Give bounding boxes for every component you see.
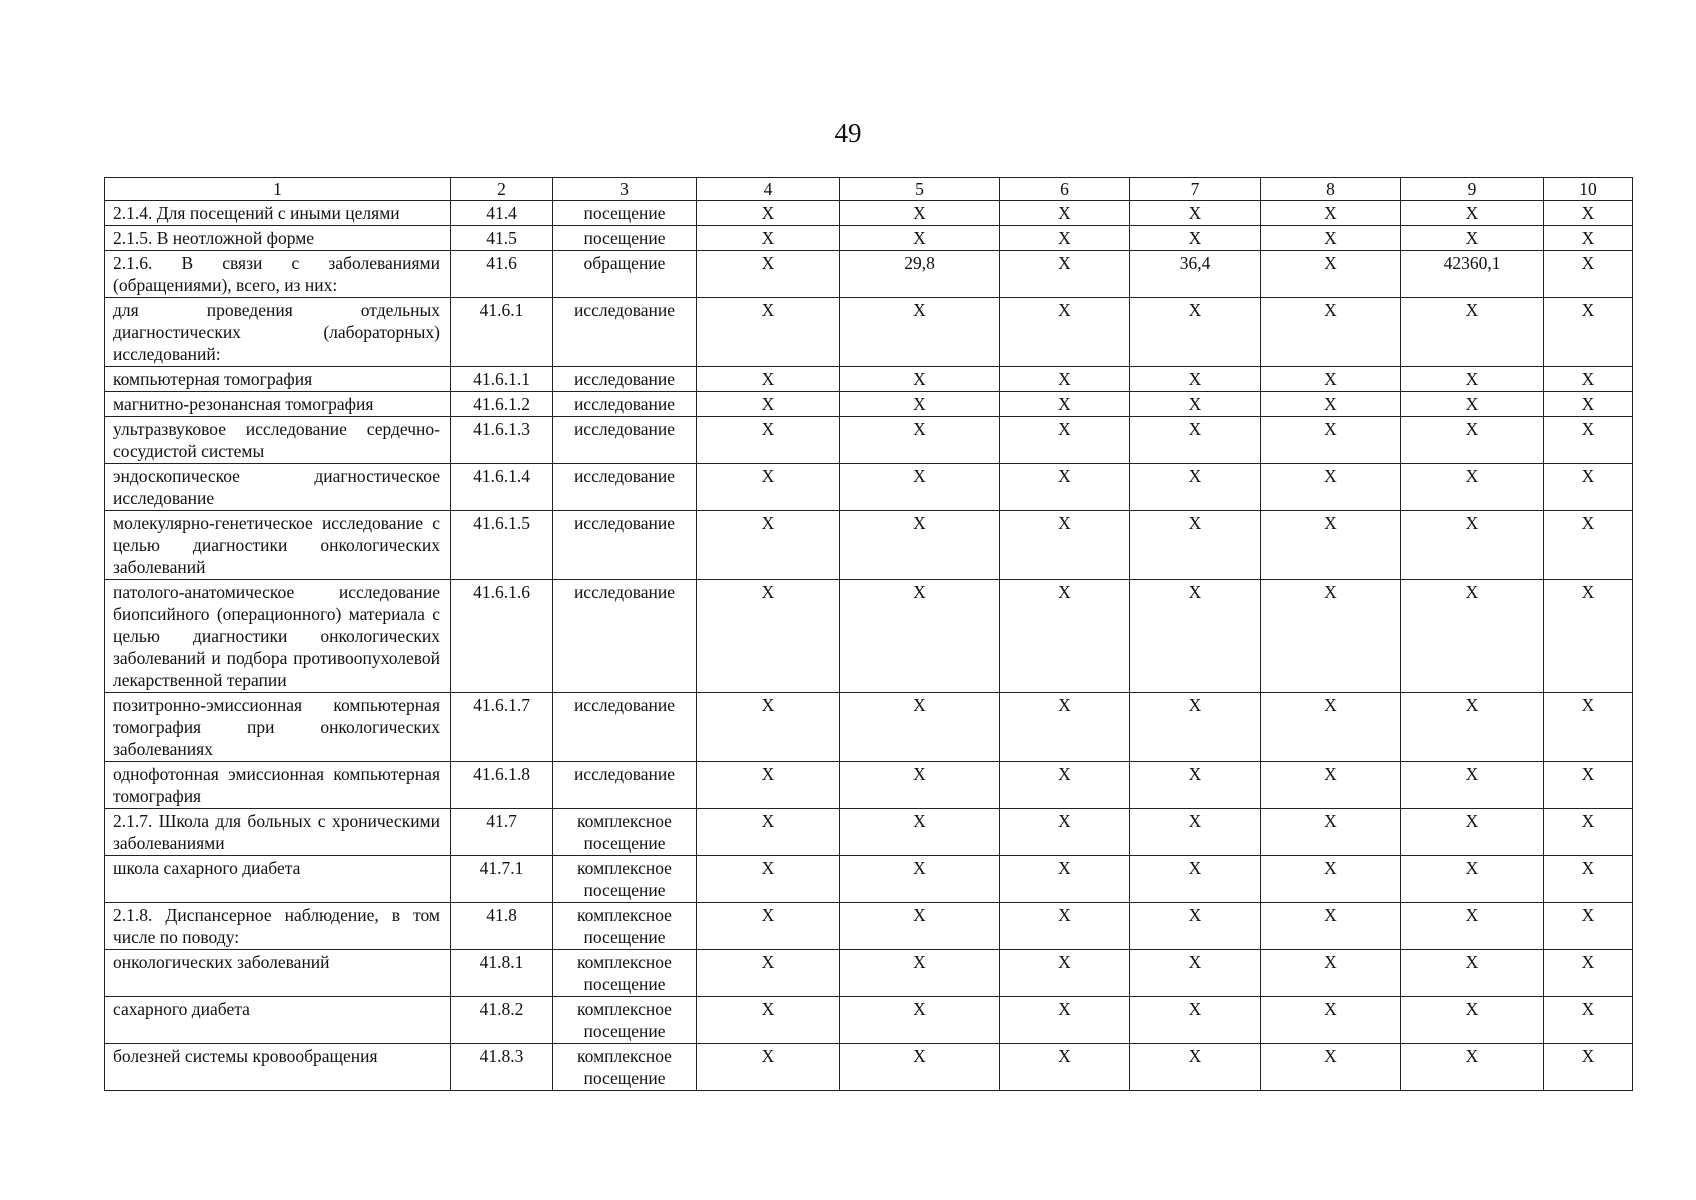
col6-cell: X [1000, 903, 1130, 950]
col7-cell: X [1130, 856, 1261, 903]
column-number: 3 [553, 178, 697, 201]
unit-cell: посещение [553, 201, 697, 226]
col10-cell: X [1544, 950, 1633, 997]
col4-cell: X [697, 298, 840, 367]
col5-cell: X [840, 511, 1000, 580]
col9-cell: X [1401, 511, 1544, 580]
col5-cell: X [840, 693, 1000, 762]
unit-cell: комплексное посещение [553, 809, 697, 856]
page-number: 49 [834, 118, 862, 148]
col9-cell: X [1401, 367, 1544, 392]
col8-cell: X [1261, 417, 1401, 464]
col6-cell: X [1000, 511, 1130, 580]
col5-cell: X [840, 392, 1000, 417]
col7-cell: X [1130, 762, 1261, 809]
col9-cell: X [1401, 580, 1544, 693]
unit-cell: исследование [553, 464, 697, 511]
column-number: 10 [1544, 178, 1633, 201]
row-code-cell: 41.8.3 [451, 1044, 553, 1091]
unit-cell: комплексное посещение [553, 856, 697, 903]
col5-cell: X [840, 856, 1000, 903]
col5-cell: X [840, 417, 1000, 464]
col10-cell: X [1544, 693, 1633, 762]
col4-cell: X [697, 997, 840, 1044]
row-code-cell: 41.6 [451, 251, 553, 298]
table-row [105, 997, 1633, 1044]
table-row [105, 464, 1633, 511]
table-row [105, 226, 1633, 251]
col5-cell: X [840, 298, 1000, 367]
col4-cell: X [697, 417, 840, 464]
col10-cell: X [1544, 392, 1633, 417]
col6-cell: X [1000, 856, 1130, 903]
column-number: 2 [451, 178, 553, 201]
table-row [105, 392, 1633, 417]
row-code-cell: 41.6.1.6 [451, 580, 553, 693]
col7-cell: X [1130, 417, 1261, 464]
col10-cell: X [1544, 580, 1633, 693]
row-code-cell: 41.8.1 [451, 950, 553, 997]
row-code-cell: 41.6.1.1 [451, 367, 553, 392]
row-code-cell: 41.6.1.7 [451, 693, 553, 762]
unit-cell: комплексное посещение [553, 1044, 697, 1091]
unit-cell: комплексное посещение [553, 903, 697, 950]
col6-cell: X [1000, 762, 1130, 809]
col10-cell: X [1544, 251, 1633, 298]
indicator-name-cell: 2.1.6. В связи с заболеваниями (обращениями), всего, из них: [105, 251, 451, 298]
table-row [105, 580, 1633, 693]
col7-cell: X [1130, 511, 1261, 580]
col5-cell: X [840, 580, 1000, 693]
data-table [104, 177, 1633, 1091]
col8-cell: X [1261, 580, 1401, 693]
col9-cell: X [1401, 201, 1544, 226]
col6-cell: X [1000, 997, 1130, 1044]
row-code-cell: 41.6.1.4 [451, 464, 553, 511]
row-code-cell: 41.6.1.8 [451, 762, 553, 809]
col6-cell: X [1000, 417, 1130, 464]
row-code-cell: 41.6.1.2 [451, 392, 553, 417]
unit-cell: комплексное посещение [553, 997, 697, 1044]
col9-cell: X [1401, 856, 1544, 903]
col5-cell: X [840, 762, 1000, 809]
col4-cell: X [697, 251, 840, 298]
indicator-name-cell: ультразвуковое исследование сердечно-сосудистой системы [105, 417, 451, 464]
table-row [105, 856, 1633, 903]
indicator-name-cell: магнитно-резонансная томография [105, 392, 451, 417]
col7-cell: 36,4 [1130, 251, 1261, 298]
col5-cell: X [840, 367, 1000, 392]
col6-cell: X [1000, 693, 1130, 762]
col9-cell: X [1401, 392, 1544, 417]
col10-cell: X [1544, 464, 1633, 511]
table-row [105, 693, 1633, 762]
col4-cell: X [697, 693, 840, 762]
col6-cell: X [1000, 367, 1130, 392]
col7-cell: X [1130, 997, 1261, 1044]
col7-cell: X [1130, 367, 1261, 392]
col8-cell: X [1261, 856, 1401, 903]
unit-cell: исследование [553, 762, 697, 809]
col8-cell: X [1261, 693, 1401, 762]
row-code-cell: 41.4 [451, 201, 553, 226]
col9-cell: X [1401, 997, 1544, 1044]
indicator-name-cell: 2.1.7. Школа для больных с хроническими заболеваниями [105, 809, 451, 856]
col10-cell: X [1544, 997, 1633, 1044]
col8-cell: X [1261, 392, 1401, 417]
table-row [105, 298, 1633, 367]
col8-cell: X [1261, 950, 1401, 997]
col9-cell: 42360,1 [1401, 251, 1544, 298]
table-row [105, 809, 1633, 856]
indicator-name-cell: сахарного диабета [105, 997, 451, 1044]
col9-cell: X [1401, 762, 1544, 809]
table-row [105, 1044, 1633, 1091]
indicator-name-cell: эндоскопическое диагностическое исследование [105, 464, 451, 511]
row-code-cell: 41.5 [451, 226, 553, 251]
table-row [105, 762, 1633, 809]
table-row [105, 251, 1633, 298]
col8-cell: X [1261, 511, 1401, 580]
table-row [105, 417, 1633, 464]
col10-cell: X [1544, 367, 1633, 392]
col5-cell: X [840, 809, 1000, 856]
col8-cell: X [1261, 809, 1401, 856]
col4-cell: X [697, 464, 840, 511]
col5-cell: 29,8 [840, 251, 1000, 298]
col7-cell: X [1130, 298, 1261, 367]
col4-cell: X [697, 367, 840, 392]
column-number: 8 [1261, 178, 1401, 201]
col9-cell: X [1401, 226, 1544, 251]
col5-cell: X [840, 1044, 1000, 1091]
col6-cell: X [1000, 226, 1130, 251]
column-number: 5 [840, 178, 1000, 201]
col10-cell: X [1544, 1044, 1633, 1091]
col6-cell: X [1000, 950, 1130, 997]
col9-cell: X [1401, 809, 1544, 856]
row-code-cell: 41.7 [451, 809, 553, 856]
col10-cell: X [1544, 762, 1633, 809]
col5-cell: X [840, 464, 1000, 511]
indicator-name-cell: однофотонная эмиссионная компьютерная томография [105, 762, 451, 809]
row-code-cell: 41.6.1.5 [451, 511, 553, 580]
unit-cell: исследование [553, 580, 697, 693]
col9-cell: X [1401, 1044, 1544, 1091]
col7-cell: X [1130, 201, 1261, 226]
indicator-name-cell: 2.1.8. Диспансерное наблюдение, в том числе по поводу: [105, 903, 451, 950]
col7-cell: X [1130, 950, 1261, 997]
col4-cell: X [697, 809, 840, 856]
col8-cell: X [1261, 298, 1401, 367]
col4-cell: X [697, 1044, 840, 1091]
unit-cell: комплексное посещение [553, 950, 697, 997]
table-row [105, 201, 1633, 226]
col6-cell: X [1000, 580, 1130, 693]
table-row [105, 511, 1633, 580]
row-code-cell: 41.6.1.3 [451, 417, 553, 464]
col7-cell: X [1130, 464, 1261, 511]
col8-cell: X [1261, 226, 1401, 251]
col8-cell: X [1261, 903, 1401, 950]
col5-cell: X [840, 201, 1000, 226]
indicator-name-cell: 2.1.4. Для посещений с иными целями [105, 201, 451, 226]
col4-cell: X [697, 950, 840, 997]
unit-cell: исследование [553, 511, 697, 580]
col8-cell: X [1261, 367, 1401, 392]
col9-cell: X [1401, 950, 1544, 997]
unit-cell: исследование [553, 693, 697, 762]
row-code-cell: 41.6.1 [451, 298, 553, 367]
col7-cell: X [1130, 693, 1261, 762]
col10-cell: X [1544, 298, 1633, 367]
col10-cell: X [1544, 809, 1633, 856]
indicator-name-cell: 2.1.5. В неотложной форме [105, 226, 451, 251]
col7-cell: X [1130, 1044, 1261, 1091]
indicator-name-cell: патолого-анатомическое исследование биопсийного (операционного) материала с целью диагностики онкологических заболеваний и подбора противоопухолевой лекарственной терапии [105, 580, 451, 693]
table-row [105, 367, 1633, 392]
table-row [105, 950, 1633, 997]
col4-cell: X [697, 580, 840, 693]
table-row [105, 903, 1633, 950]
row-code-cell: 41.8 [451, 903, 553, 950]
col10-cell: X [1544, 511, 1633, 580]
col5-cell: X [840, 903, 1000, 950]
column-number: 7 [1130, 178, 1261, 201]
indicator-name-cell: молекулярно-генетическое исследование с целью диагностики онкологических заболеваний [105, 511, 451, 580]
column-number: 4 [697, 178, 840, 201]
indicator-name-cell: для проведения отдельных диагностических (лабораторных) исследований: [105, 298, 451, 367]
unit-cell: исследование [553, 417, 697, 464]
col9-cell: X [1401, 903, 1544, 950]
col7-cell: X [1130, 226, 1261, 251]
col6-cell: X [1000, 809, 1130, 856]
unit-cell: посещение [553, 226, 697, 251]
col8-cell: X [1261, 464, 1401, 511]
col7-cell: X [1130, 392, 1261, 417]
col10-cell: X [1544, 417, 1633, 464]
col9-cell: X [1401, 417, 1544, 464]
col5-cell: X [840, 997, 1000, 1044]
col6-cell: X [1000, 201, 1130, 226]
col7-cell: X [1130, 809, 1261, 856]
col4-cell: X [697, 511, 840, 580]
col10-cell: X [1544, 856, 1633, 903]
col6-cell: X [1000, 464, 1130, 511]
col6-cell: X [1000, 392, 1130, 417]
col8-cell: X [1261, 997, 1401, 1044]
column-number-row [105, 178, 1633, 201]
col4-cell: X [697, 392, 840, 417]
row-code-cell: 41.7.1 [451, 856, 553, 903]
col4-cell: X [697, 226, 840, 251]
column-number: 6 [1000, 178, 1130, 201]
col7-cell: X [1130, 580, 1261, 693]
indicator-name-cell: онкологических заболеваний [105, 950, 451, 997]
col4-cell: X [697, 201, 840, 226]
col4-cell: X [697, 762, 840, 809]
col10-cell: X [1544, 903, 1633, 950]
column-number: 1 [105, 178, 451, 201]
col6-cell: X [1000, 1044, 1130, 1091]
col8-cell: X [1261, 251, 1401, 298]
col8-cell: X [1261, 201, 1401, 226]
col4-cell: X [697, 903, 840, 950]
indicator-name-cell: компьютерная томография [105, 367, 451, 392]
col6-cell: X [1000, 298, 1130, 367]
indicator-name-cell: болезней системы кровообращения [105, 1044, 451, 1091]
unit-cell: обращение [553, 251, 697, 298]
col8-cell: X [1261, 762, 1401, 809]
unit-cell: исследование [553, 392, 697, 417]
indicator-name-cell: школа сахарного диабета [105, 856, 451, 903]
unit-cell: исследование [553, 298, 697, 367]
col7-cell: X [1130, 903, 1261, 950]
indicator-name-cell: позитронно-эмиссионная компьютерная томография при онкологических заболеваниях [105, 693, 451, 762]
col5-cell: X [840, 226, 1000, 251]
col10-cell: X [1544, 201, 1633, 226]
col8-cell: X [1261, 1044, 1401, 1091]
unit-cell: исследование [553, 367, 697, 392]
col9-cell: X [1401, 464, 1544, 511]
col9-cell: X [1401, 693, 1544, 762]
col6-cell: X [1000, 251, 1130, 298]
column-number: 9 [1401, 178, 1544, 201]
row-code-cell: 41.8.2 [451, 997, 553, 1044]
col4-cell: X [697, 856, 840, 903]
col10-cell: X [1544, 226, 1633, 251]
col9-cell: X [1401, 298, 1544, 367]
col5-cell: X [840, 950, 1000, 997]
